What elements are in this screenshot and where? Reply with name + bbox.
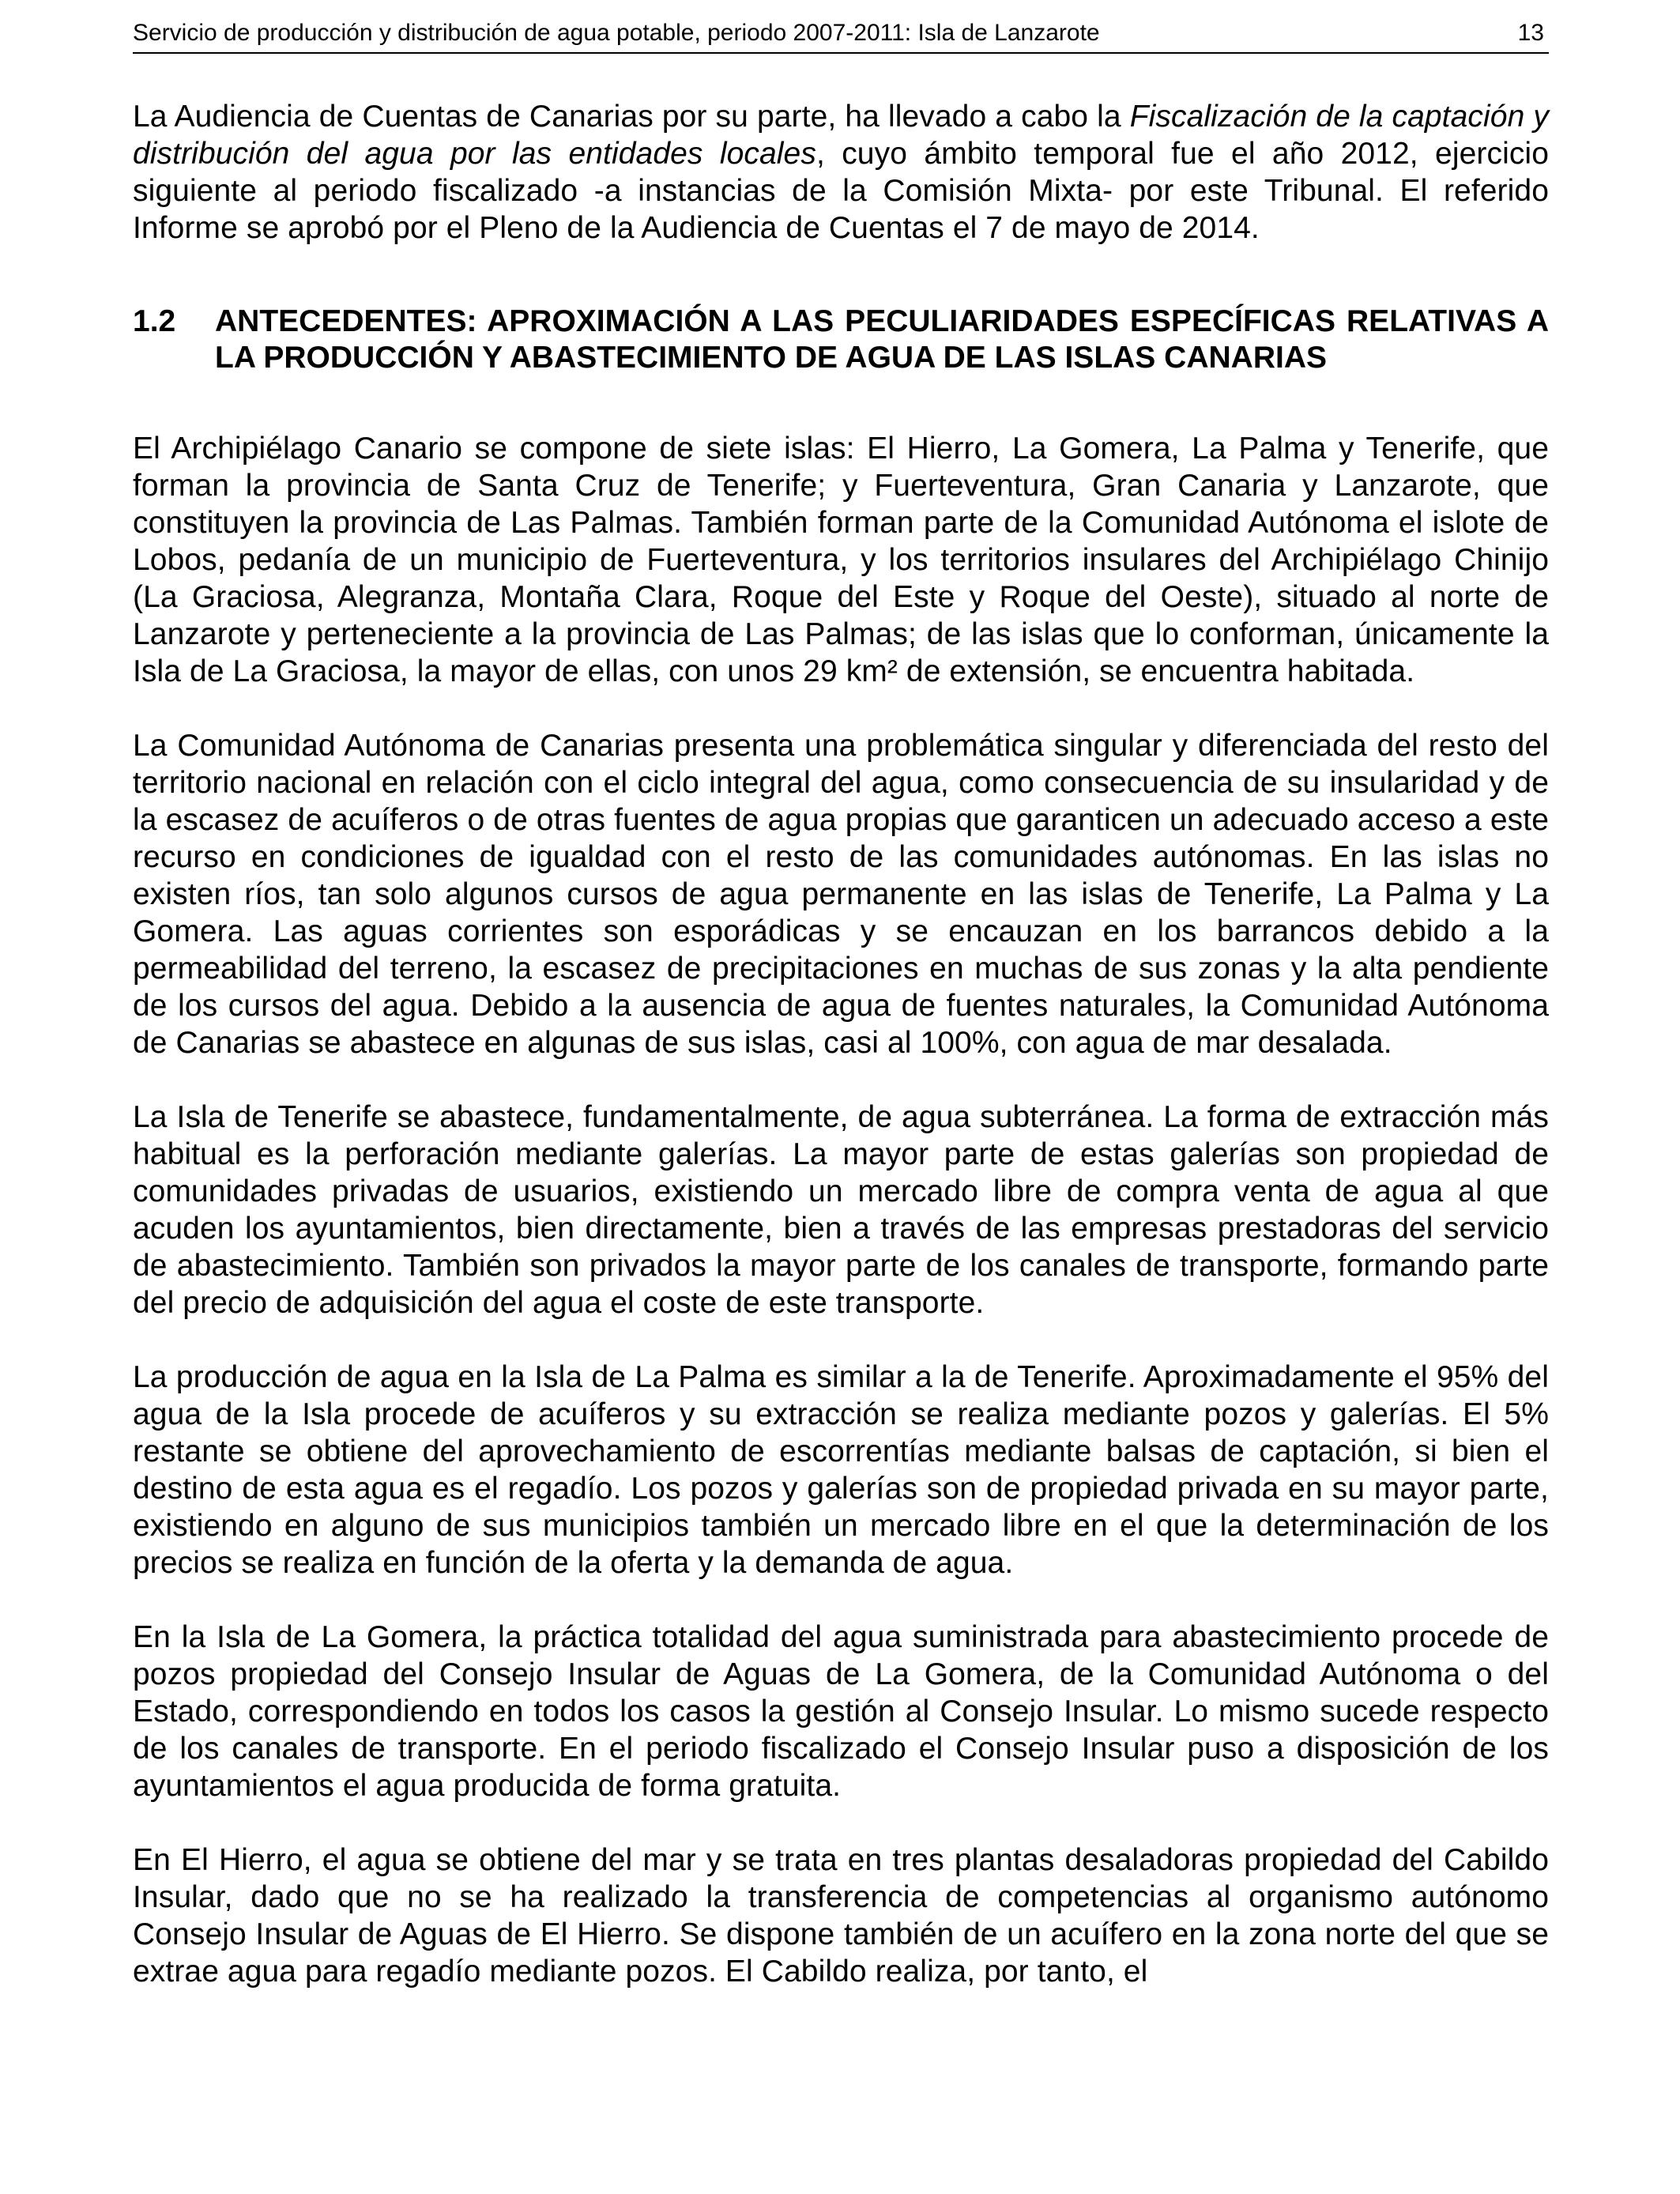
section-number: 1.2	[133, 304, 176, 338]
paragraph-el-hierro: En El Hierro, el agua se obtiene del mar y se trata en tres plantas desaladoras propiedad del Cabildo Insular, dado que no se ha realizado la transferencia de competencias al organismo autónomo Consejo Insular de Aguas de El Hierro. Se dispone también de un acuífero en la zona norte del que se extrae agua para regadío mediante pozos. El Cabildo realiza, por tanto, el	[133, 1843, 1549, 1989]
intro-text-end: , cuyo ámbito temporal fue el año 2012, ejercicio siguiente al periodo fiscalizado -a instancias de la Comisión Mixta- por este Tribunal. El referido Informe se aprobó por el Pleno de la Audiencia de Cuentas el 7 de mayo de 2014.	[133, 137, 1549, 245]
header-title: Servicio de producción y distribución de agua potable, periodo 2007-2011: Isla de Lanzarote	[133, 20, 1100, 46]
intro-paragraph	[133, 98, 1549, 247]
paragraph-tenerife: La Isla de Tenerife se abastece, fundamentalmente, de agua subterránea. La forma de extracción más habitual es la perforación mediante galerías. La mayor parte de estas galerías son propiedad de comunidades privadas de usuarios, existiendo un mercado libre de compra venta de agua al que acuden los ayuntamientos, bien directamente, bien a través de las empresas prestadoras del servicio de abastecimiento. También son privados la mayor parte de los canales de transporte, formando parte del precio de adquisición del agua el coste de este transporte.	[133, 1100, 1549, 1320]
report-title-italic: Fiscalización de la captación y distribución del agua por las entidades locales	[133, 100, 1549, 171]
running-header	[133, 17, 1549, 54]
paragraph-water-problem: La Comunidad Autónoma de Canarias presenta una problemática singular y diferenciada del resto del territorio nacional en relación con el ciclo integral del agua, como consecuencia de su insularidad y de la escasez de acuíferos o de otras fuentes de agua propias que garanticen un adecuado acceso a este recurso en condiciones de igualdad con el resto de las comunidades autónomas. En las islas no existen ríos, tan solo algunos cursos de agua permanente en las islas de Tenerife, La Palma y La Gomera. Las aguas corrientes son esporádicas y se encauzan en los barrancos debido a la permeabilidad del terreno, la escasez de precipitaciones en muchas de sus zonas y la alta pendiente de los cursos del agua. Debido a la ausencia de agua de fuentes naturales, la Comunidad Autónoma de Canarias se abastece en algunas de sus islas, casi al 100%, con agua de mar desalada.	[133, 729, 1549, 1060]
paragraph-la-palma: La producción de agua en la Isla de La Palma es similar a la de Tenerife. Aproximadamente el 95% del agua de la Isla procede de acuíferos y su extracción se realiza mediante pozos y galerías. El 5% restante se obtiene del aprovechamiento de escorrentías mediante balsas de captación, si bien el destino de esta agua es el regadío. Los pozos y galerías son de propiedad privada en su mayor parte, existiendo en alguno de sus municipios también un mercado libre en el que la determinación de los precios se realiza en función de la oferta y la demanda de agua.	[133, 1360, 1549, 1580]
intro-text-start: La Audiencia de Cuentas de Canarias por su parte, ha llevado a cabo la	[133, 100, 1130, 134]
body-text	[133, 98, 1549, 1990]
section-heading	[133, 303, 1549, 376]
section-title: ANTECEDENTES: APROXIMACIÓN A LAS PECULIARIDADES ESPECÍFICAS RELATIVAS A LA PRODUCCIÓN Y ABASTECIMIENTO DE AGUA DE LAS ISLAS CANARIAS	[215, 304, 1549, 375]
paragraph-archipelago: El Archipiélago Canario se compone de siete islas: El Hierro, La Gomera, La Palma y Tenerife, que forman la provincia de Santa Cruz de Tenerife; y Fuerteventura, Gran Canaria y Lanzarote, que constituyen la provincia de Las Palmas. También forman parte de la Comunidad Autónoma el islote de Lobos, pedanía de un municipio de Fuerteventura, y los territorios insulares del Archipiélago Chinijo (La Graciosa, Alegranza, Montaña Clara, Roque del Este y Roque del Oeste), situado al norte de Lanzarote y perteneciente a la provincia de Las Palmas; de las islas que lo conforman, únicamente la Isla de La Graciosa, la mayor de ellas, con unos 29 km² de extensión, se encuentra habitada.	[133, 432, 1549, 688]
page-number: 13	[1517, 20, 1544, 46]
paragraph-la-gomera: En la Isla de La Gomera, la práctica totalidad del agua suministrada para abastecimiento procede de pozos propiedad del Consejo Insular de Aguas de La Gomera, de la Comunidad Autónoma o del Estado, correspondiendo en todos los casos la gestión al Consejo Insular. Lo mismo sucede respecto de los canales de transporte. En el periodo fiscalizado el Consejo Insular puso a disposición de los ayuntamientos el agua producida de forma gratuita.	[133, 1620, 1549, 1803]
document-page	[133, 0, 1549, 2194]
